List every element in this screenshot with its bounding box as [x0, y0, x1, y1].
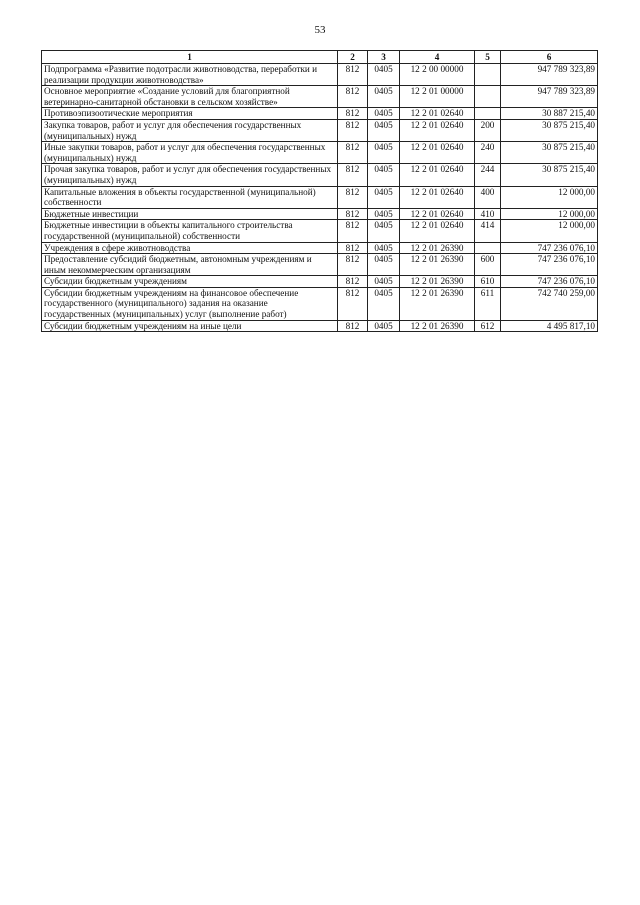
target-article-cell: 12 2 01 00000	[400, 86, 475, 108]
expense-type-cell	[475, 64, 501, 86]
table-row	[42, 254, 598, 276]
header-col-expense-type: 5	[475, 51, 501, 64]
row-name-cell: Подпрограмма «Развитие подотрасли животноводства, переработки и реализации продукции животноводства»	[42, 64, 338, 86]
table-row	[42, 119, 598, 141]
amount-cell: 4 495 817,10	[501, 320, 598, 332]
section-code-cell: 0405	[368, 164, 400, 186]
row-name-cell: Закупка товаров, работ и услуг для обеспечения государственных (муниципальных) нужд	[42, 119, 338, 141]
amount-cell: 947 789 323,89	[501, 86, 598, 108]
ministry-code-cell: 812	[338, 86, 368, 108]
table-row	[42, 276, 598, 288]
target-article-cell: 12 2 01 02640	[400, 142, 475, 164]
table-header	[42, 51, 598, 64]
target-article-cell: 12 2 01 02640	[400, 164, 475, 186]
section-code-cell: 0405	[368, 276, 400, 288]
target-article-cell: 12 2 01 02640	[400, 186, 475, 208]
amount-cell: 12 000,00	[501, 208, 598, 220]
row-name-cell: Противоэпизоотические мероприятия	[42, 108, 338, 120]
expense-type-cell	[475, 108, 501, 120]
amount-cell: 947 789 323,89	[501, 64, 598, 86]
table-row	[42, 108, 598, 120]
section-code-cell: 0405	[368, 119, 400, 141]
expense-type-cell: 611	[475, 287, 501, 320]
expense-type-cell: 612	[475, 320, 501, 332]
target-article-cell: 12 2 01 26390	[400, 254, 475, 276]
header-col-name: 1	[42, 51, 338, 64]
ministry-code-cell: 812	[338, 320, 368, 332]
ministry-code-cell: 812	[338, 242, 368, 254]
expense-type-cell: 610	[475, 276, 501, 288]
target-article-cell: 12 2 01 26390	[400, 242, 475, 254]
row-name-cell: Субсидии бюджетным учреждениям на финансовое обеспечение государственного (муниципального) задания на оказание государственных (муниципальных) услуг (выполнение работ)	[42, 287, 338, 320]
table-row	[42, 220, 598, 242]
amount-cell: 747 236 076,10	[501, 254, 598, 276]
row-name-cell: Субсидии бюджетным учреждениям на иные цели	[42, 320, 338, 332]
expense-type-cell: 244	[475, 164, 501, 186]
row-name-cell: Субсидии бюджетным учреждениям	[42, 276, 338, 288]
section-code-cell: 0405	[368, 242, 400, 254]
target-article-cell: 12 2 00 00000	[400, 64, 475, 86]
ministry-code-cell: 812	[338, 287, 368, 320]
row-name-cell: Иные закупки товаров, работ и услуг для обеспечения государственных (муниципальных) нужд	[42, 142, 338, 164]
table-row	[42, 186, 598, 208]
header-col-section: 3	[368, 51, 400, 64]
expense-type-cell: 410	[475, 208, 501, 220]
row-name-cell: Учреждения в сфере животноводства	[42, 242, 338, 254]
row-name-cell: Прочая закупка товаров, работ и услуг для обеспечения государственных (муниципальных) нужд	[42, 164, 338, 186]
target-article-cell: 12 2 01 02640	[400, 119, 475, 141]
target-article-cell: 12 2 01 02640	[400, 220, 475, 242]
amount-cell: 12 000,00	[501, 186, 598, 208]
expense-type-cell: 400	[475, 186, 501, 208]
ministry-code-cell: 812	[338, 108, 368, 120]
row-name-cell: Бюджетные инвестиции	[42, 208, 338, 220]
table-row	[42, 64, 598, 86]
table-row	[42, 287, 598, 320]
amount-cell: 30 887 215,40	[501, 108, 598, 120]
expense-type-cell	[475, 242, 501, 254]
expense-type-cell: 200	[475, 119, 501, 141]
row-name-cell: Предоставление субсидий бюджетным, автономным учреждениям и иным некоммерческим организациям	[42, 254, 338, 276]
expense-type-cell	[475, 86, 501, 108]
header-col-target-article: 4	[400, 51, 475, 64]
section-code-cell: 0405	[368, 208, 400, 220]
table-row	[42, 320, 598, 332]
amount-cell: 747 236 076,10	[501, 276, 598, 288]
table-row	[42, 164, 598, 186]
section-code-cell: 0405	[368, 186, 400, 208]
table-row	[42, 142, 598, 164]
ministry-code-cell: 812	[338, 254, 368, 276]
expense-type-cell: 600	[475, 254, 501, 276]
table-row	[42, 242, 598, 254]
target-article-cell: 12 2 01 26390	[400, 276, 475, 288]
target-article-cell: 12 2 01 02640	[400, 208, 475, 220]
ministry-code-cell: 812	[338, 186, 368, 208]
amount-cell: 30 875 215,40	[501, 164, 598, 186]
amount-cell: 30 875 215,40	[501, 142, 598, 164]
section-code-cell: 0405	[368, 320, 400, 332]
budget-table	[41, 50, 598, 332]
ministry-code-cell: 812	[338, 220, 368, 242]
section-code-cell: 0405	[368, 287, 400, 320]
expense-type-cell: 414	[475, 220, 501, 242]
ministry-code-cell: 812	[338, 64, 368, 86]
amount-cell: 12 000,00	[501, 220, 598, 242]
section-code-cell: 0405	[368, 64, 400, 86]
section-code-cell: 0405	[368, 220, 400, 242]
table-row	[42, 86, 598, 108]
ministry-code-cell: 812	[338, 119, 368, 141]
target-article-cell: 12 2 01 02640	[400, 108, 475, 120]
amount-cell: 30 875 215,40	[501, 119, 598, 141]
ministry-code-cell: 812	[338, 142, 368, 164]
section-code-cell: 0405	[368, 86, 400, 108]
section-code-cell: 0405	[368, 108, 400, 120]
table-row	[42, 208, 598, 220]
target-article-cell: 12 2 01 26390	[400, 287, 475, 320]
section-code-cell: 0405	[368, 254, 400, 276]
expense-type-cell: 240	[475, 142, 501, 164]
row-name-cell: Бюджетные инвестиции в объекты капитального строительства государственной (муниципальной) собственности	[42, 220, 338, 242]
row-name-cell: Основное мероприятие «Создание условий для благоприятной ветеринарно-санитарной обстановки в сельском хозяйстве»	[42, 86, 338, 108]
target-article-cell: 12 2 01 26390	[400, 320, 475, 332]
header-row	[42, 51, 598, 64]
amount-cell: 747 236 076,10	[501, 242, 598, 254]
amount-cell: 742 740 259,00	[501, 287, 598, 320]
header-col-ministry: 2	[338, 51, 368, 64]
ministry-code-cell: 812	[338, 276, 368, 288]
row-name-cell: Капитальные вложения в объекты государственной (муниципальной) собственности	[42, 186, 338, 208]
table-body	[42, 64, 598, 332]
section-code-cell: 0405	[368, 142, 400, 164]
ministry-code-cell: 812	[338, 208, 368, 220]
ministry-code-cell: 812	[338, 164, 368, 186]
page-number: 53	[314, 24, 326, 36]
header-col-amount: 6	[501, 51, 598, 64]
